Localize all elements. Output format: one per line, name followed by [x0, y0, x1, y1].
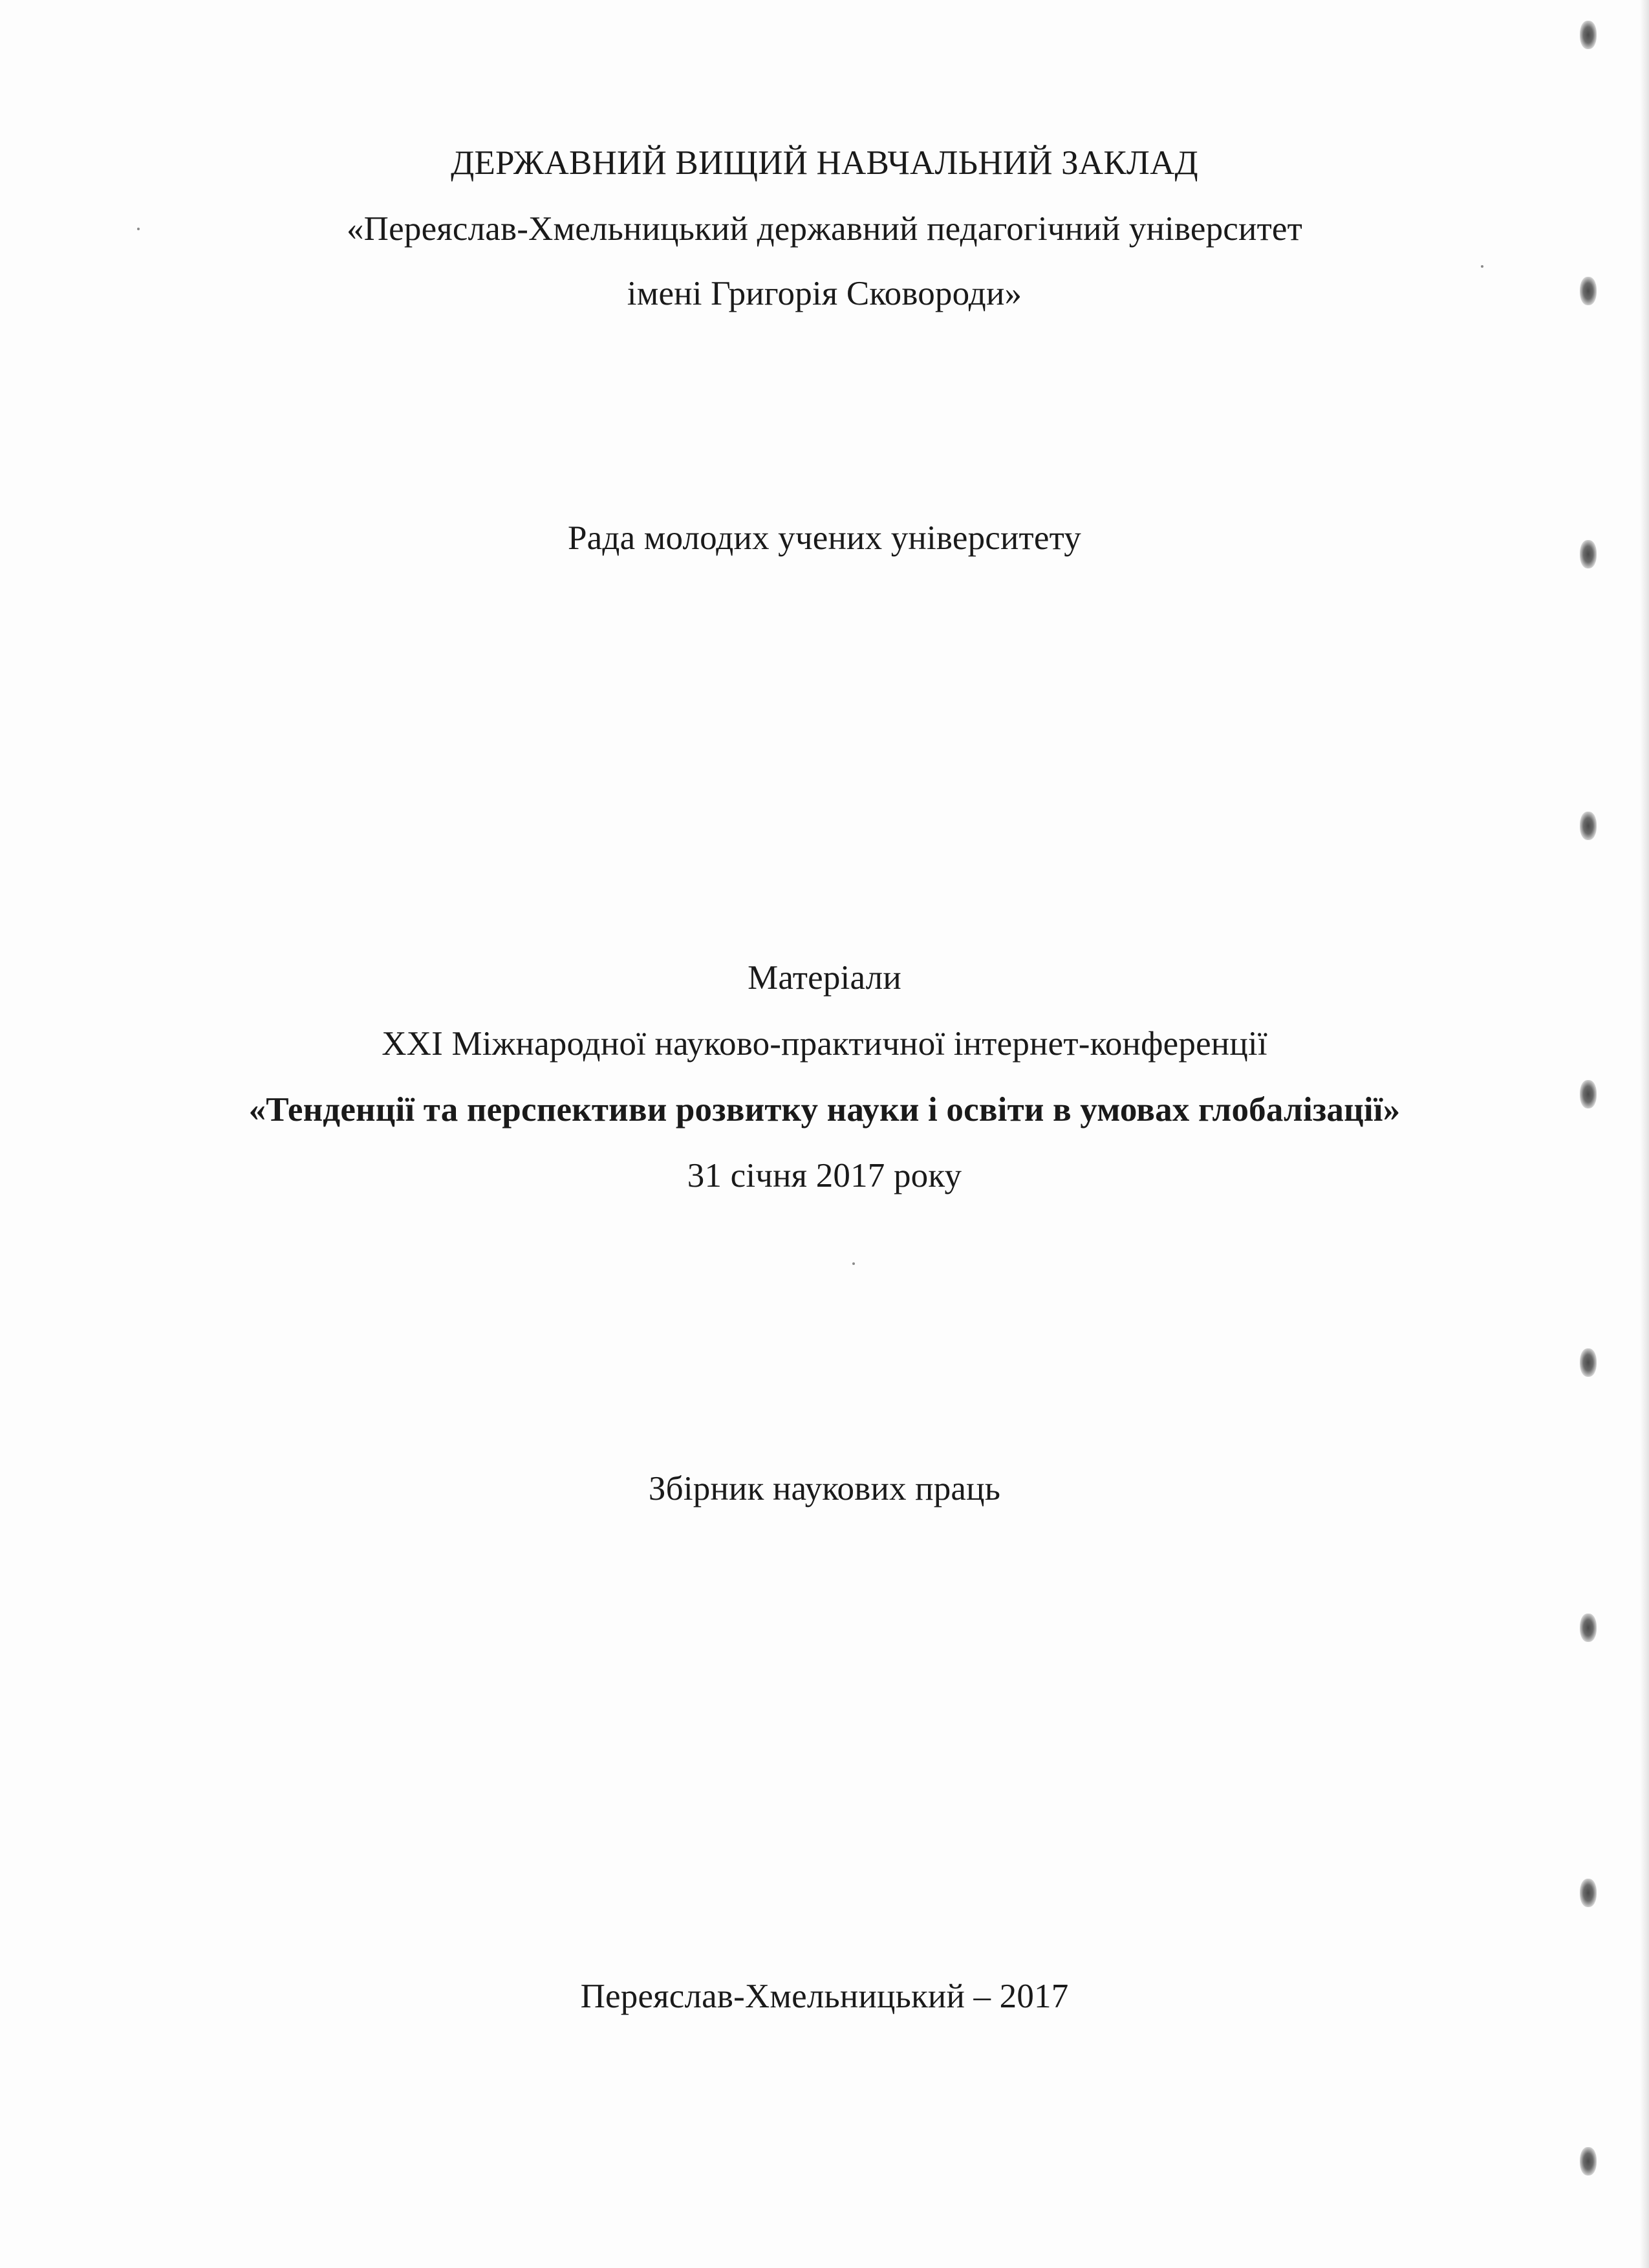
punch-hole-mark [1580, 1348, 1597, 1377]
scan-speck [137, 228, 140, 230]
scan-speck [852, 1262, 855, 1265]
university-name-line2: імені Григорія Сковороди» [627, 275, 1022, 312]
punch-hole-mark [1580, 277, 1597, 305]
conference-date: 31 січня 2017 року [687, 1157, 962, 1194]
punch-hole-mark [1580, 812, 1597, 840]
page-edge-shadow [1640, 0, 1649, 2268]
collection-type: Збірник наукових праць [648, 1470, 1001, 1507]
punch-hole-mark [1580, 21, 1597, 49]
scan-speck [1481, 265, 1483, 268]
council-name: Рада молодих учених університету [568, 519, 1081, 557]
punch-hole-mark [1580, 540, 1597, 568]
punch-hole-mark [1580, 1614, 1597, 1642]
conference-title: «Тенденції та перспективи розвитку науки і освіти в умовах глобалізації» [248, 1091, 1401, 1129]
institution-type: ДЕРЖАВНИЙ ВИЩИЙ НАВЧАЛЬНИЙ ЗАКЛАД [451, 144, 1198, 182]
punch-hole-mark [1580, 1879, 1597, 1907]
punch-hole-mark [1580, 2147, 1597, 2176]
place-year: Переяслав-Хмельницький – 2017 [580, 1978, 1069, 2015]
punch-hole-mark [1580, 1080, 1597, 1108]
conference-name: XXI Міжнародної науково-практичної інтернет-конференції [382, 1025, 1267, 1063]
university-name-line1: «Переяслав-Хмельницький державний педагогічний університет [346, 210, 1303, 248]
materials-label: Матеріали [748, 959, 901, 997]
